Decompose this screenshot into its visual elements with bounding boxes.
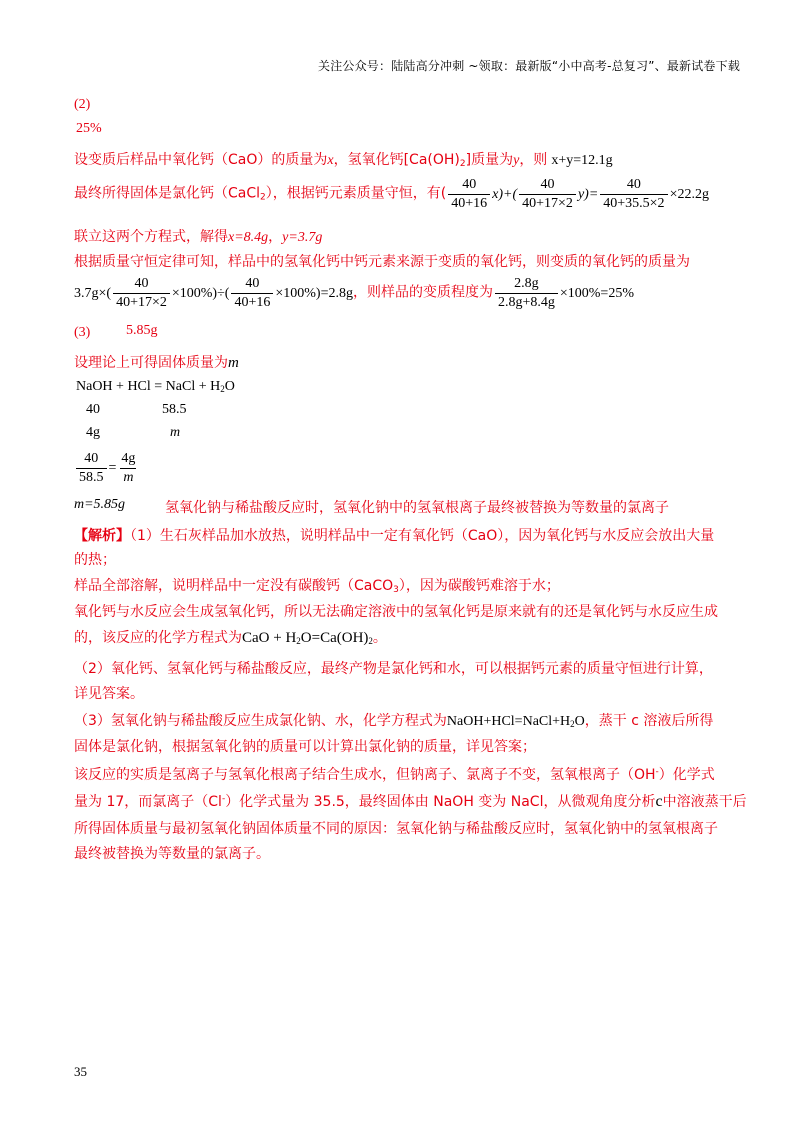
analysis-p5: （3）氢氧化钠与稀盐酸反应生成氯化钠、水，化学方程式为$NaOH+HCl=NaCl+H_2O$，蒸干 c 溶液后所得 (74, 713, 714, 729)
part2-line1: 设变质后样品中氧化钙（CaO）的质量为x，氢氧化钙$[Ca(OH)_2]$质量为y，则 x+y=12.1g (74, 152, 613, 169)
part3-proportion: $\frac{40}{58.5}$ = $\frac{4g}{m}$ (74, 451, 140, 486)
part2-line2: 最终所得固体是氯化钙（CaCl$_2$），根据钙元素质量守恒，有( $\frac{40}{40+16}$ x)+( $\frac{40}{40+17\times 2}$ y)= $\frac{40}{40+35.5\times 2}$ ×22.2g (74, 177, 709, 211)
analysis-p4b: 详见答案。 (74, 686, 144, 702)
part3-given-naoh: 4g (86, 425, 100, 440)
part2-line4: 根据质量守恒定律可知，样品中的氢氧化钙中钙元素来源于变质的氧化钙，则变质的氧化钙的质量为 (74, 254, 690, 270)
part3-result: m=5.85g (74, 497, 126, 512)
part3-molar-mass-nacl: 58.5 (162, 402, 187, 417)
analysis-p3b: 的，该反应的化学方程式为CaO + $H_2O=Ca(OH)_2$。 (74, 630, 387, 646)
fraction-ca-ratio-oxide: $\frac{40}{40+16}$ (231, 276, 273, 311)
analysis-p4a: （2）氧化钙、氢氧化钙与稀盐酸反应，最终产物是氯化钙和水，可以根据钙元素的质量守恒进行计算， (74, 661, 713, 677)
part3-given-nacl: m (170, 425, 181, 440)
part3-setup: 设理论上可得固体质量为m (74, 355, 239, 371)
fraction-ca-in-cao: $\frac{40}{40+16}$ (448, 177, 490, 212)
page-number: 35 (74, 1064, 87, 1079)
page-header: 关注公众号：陆陆高分冲刺 ~领取：最新版“小中高考-总复习”、最新试卷下载 (318, 59, 741, 73)
analysis-p1a: 【解析】（1）生石灰样品加水放热，说明样品中一定有氧化钙（CaO），因为氧化钙与水反应会放出大量 (74, 528, 715, 544)
analysis-p9: 最终被替换为等数量的氯离子。 (74, 846, 270, 862)
analysis-tag: 【解析】 (74, 528, 130, 544)
analysis-p7: 量为 17，而氯离子（Cl-）化学式量为 35.5，最终固体由 NaOH 变为 NaCl，从微观角度分析c中溶液蒸干后 (74, 793, 747, 810)
analysis-p1b: 的热； (74, 552, 116, 568)
part2-label: (2) (74, 97, 91, 112)
analysis-p6: 该反应的实质是氢离子与氢氧化根离子结合生成水，但钠离子、氯离子不变，氢氧根离子（OH-）化学式 (74, 767, 715, 783)
part2-sum-equation: x+y=12.1g (551, 153, 613, 168)
part3-molar-mass-naoh: 40 (86, 402, 100, 417)
analysis-p5c: 固体是氯化钠，根据氢氧化钠的质量可以计算出氯化钠的质量，详见答案； (74, 739, 536, 755)
part3-reaction-equation: NaOH + HCl = NaCl + $H_2O$ (76, 379, 235, 394)
part3-label: (3) (74, 325, 91, 340)
part2-answer: 25% (76, 121, 102, 136)
fraction-ca-in-cacl2: $\frac{40}{40+35.5\times 2}$ (600, 177, 667, 212)
analysis-p2: 样品全部溶解，说明样品中一定没有碳酸钙（CaCO$_3$），因为碳酸钙难溶于水； (74, 578, 560, 595)
fraction-ca-ratio-hydroxide: $\frac{40}{40+17\times 2}$ (113, 276, 170, 311)
analysis-p8: 所得固体质量与最初氢氧化钠固体质量不同的原因：氢氧化钠与稀盐酸反应时，氢氧化钠中的氢氧根离子 (74, 821, 718, 837)
part3-reason: 氢氧化钠与稀盐酸反应时，氢氧化钠中的氢氧根离子最终被替换为等数量的氯离子 (165, 500, 669, 516)
analysis-p3a: 氧化钙与水反应会生成氢氧化钙，所以无法确定溶液中的氢氧化钙是原来就有的还是氧化钙与水反应生成 (74, 604, 718, 620)
part3-answer: 5.85g (126, 323, 158, 338)
fraction-degree: $\frac{2.8g}{2.8g+8.4g}$ (495, 276, 558, 311)
part2-line3: 联立这两个方程式，解得x=8.4g，y=3.7g (74, 229, 323, 245)
part2-line5: 3.7g×( $\frac{40}{40+17\times 2}$ ×100%)÷( $\frac{40}{40+16}$ ×100%)=2.8g，则样品的变质程度为 $\frac{2.8g}{2.8g+8.4g}$ ×100%=25% (74, 276, 634, 310)
fraction-ca-in-caoh2: $\frac{40}{40+17\times 2}$ (519, 177, 576, 212)
